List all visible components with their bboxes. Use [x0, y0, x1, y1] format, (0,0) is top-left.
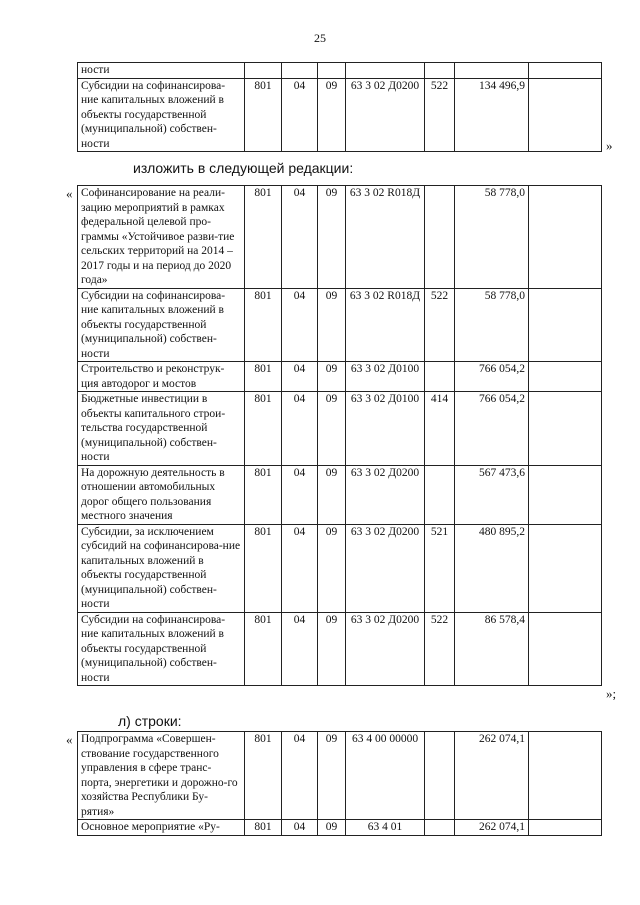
table-row — [78, 186, 602, 289]
opening-quote: « — [66, 186, 73, 201]
row-name: Субсидии на софинансирова-ние капитальных вложений в объекты государственной (муниципальной) собствен-ности — [78, 78, 245, 152]
ministry-code: 801 — [245, 820, 282, 836]
ministry-code: 801 — [245, 288, 282, 362]
amount: 58 778,0 — [455, 288, 529, 362]
budget-table-continuation — [77, 62, 602, 152]
ministry-code: 801 — [245, 392, 282, 466]
subsection-code: 09 — [318, 362, 346, 392]
amount: 262 074,1 — [455, 820, 529, 836]
amount: 480 895,2 — [455, 524, 529, 612]
expense-type-code: 414 — [425, 392, 455, 466]
amount: 86 578,4 — [455, 612, 529, 686]
amount: 134 496,9 — [455, 78, 529, 152]
ministry-code: 801 — [245, 362, 282, 392]
subsection-code: 09 — [318, 392, 346, 466]
section-code: 04 — [282, 392, 318, 466]
page-number: 25 — [314, 31, 326, 45]
target-article-code: 63 3 02 Д0200 — [346, 78, 425, 152]
subsection-code: 09 — [318, 465, 346, 524]
table-row — [78, 465, 602, 524]
target-article-code: 63 3 02 Д0200 — [346, 612, 425, 686]
row-name: На дорожную деятельность в отношении автомобильных дорог общего пользования местного значения — [78, 465, 245, 524]
table-row — [78, 524, 602, 612]
section-code: 04 — [282, 362, 318, 392]
section-heading-new-edition: изложить в следующей редакции: — [133, 160, 354, 176]
subsection-code — [318, 63, 346, 79]
empty-cell — [529, 78, 602, 152]
subsection-code: 09 — [318, 78, 346, 152]
table-row — [78, 392, 602, 466]
section-code: 04 — [282, 820, 318, 836]
amount: 262 074,1 — [455, 732, 529, 820]
closing-quote: » — [606, 138, 613, 153]
target-article-code: 63 3 02 Д0100 — [346, 392, 425, 466]
target-article-code: 63 3 02 Д0100 — [346, 362, 425, 392]
table-row — [78, 78, 602, 152]
target-article-code — [346, 63, 425, 79]
amount: 58 778,0 — [455, 186, 529, 289]
expense-type-code — [425, 186, 455, 289]
section-code: 04 — [282, 186, 318, 289]
target-article-code: 63 3 02 R018Д — [346, 186, 425, 289]
empty-cell — [529, 732, 602, 820]
expense-type-code: 522 — [425, 288, 455, 362]
amount: 567 473,6 — [455, 465, 529, 524]
subsection-code: 09 — [318, 820, 346, 836]
row-name: Бюджетные инвестиции в объекты капитального строи-тельства государственной (муниципальной) собствен-ности — [78, 392, 245, 466]
subsection-code: 09 — [318, 612, 346, 686]
section-code: 04 — [282, 465, 318, 524]
empty-cell — [529, 524, 602, 612]
expense-type-code — [425, 732, 455, 820]
amount — [455, 63, 529, 79]
row-name: Строительство и реконструк-ция автодорог и мостов — [78, 362, 245, 392]
expense-type-code — [425, 362, 455, 392]
section-code: 04 — [282, 612, 318, 686]
ministry-code: 801 — [245, 78, 282, 152]
target-article-code: 63 4 00 00000 — [346, 732, 425, 820]
expense-type-code: 522 — [425, 612, 455, 686]
table-row — [78, 732, 602, 820]
table-row — [78, 820, 602, 836]
expense-type-code — [425, 820, 455, 836]
expense-type-code — [425, 465, 455, 524]
ministry-code — [245, 63, 282, 79]
subsection-code: 09 — [318, 288, 346, 362]
row-name: Субсидии, за исключением субсидий на софинансирова-ние капитальных вложений в объекты государственной (муниципальной) собствен-ности — [78, 524, 245, 612]
target-article-code: 63 3 02 R018Д — [346, 288, 425, 362]
empty-cell — [529, 820, 602, 836]
ministry-code: 801 — [245, 186, 282, 289]
table-row — [78, 63, 602, 79]
table-row — [78, 362, 602, 392]
empty-cell — [529, 288, 602, 362]
row-name: ности — [78, 63, 245, 79]
budget-table-new-edition — [77, 185, 602, 686]
subsection-code: 09 — [318, 524, 346, 612]
amount: 766 054,2 — [455, 392, 529, 466]
target-article-code: 63 3 02 Д0200 — [346, 524, 425, 612]
ministry-code: 801 — [245, 612, 282, 686]
row-name: Субсидии на софинансирова-ние капитальных вложений в объекты государственной (муниципальной) собствен-ности — [78, 288, 245, 362]
empty-cell — [529, 392, 602, 466]
subsection-code: 09 — [318, 732, 346, 820]
row-name: Основное мероприятие «Ру- — [78, 820, 245, 836]
table-row — [78, 612, 602, 686]
empty-cell — [529, 465, 602, 524]
opening-quote: « — [66, 732, 73, 747]
budget-table-rows — [77, 731, 602, 836]
section-code — [282, 63, 318, 79]
ministry-code: 801 — [245, 465, 282, 524]
empty-cell — [529, 612, 602, 686]
row-name: Софинансирование на реали-зацию мероприятий в рамках федеральной целевой про-граммы «Устойчивое разви-тие сельских территорий на 2014 – 2017 годы и на период до 2020 года» — [78, 186, 245, 289]
expense-type-code: 522 — [425, 78, 455, 152]
expense-type-code: 521 — [425, 524, 455, 612]
empty-cell — [529, 186, 602, 289]
expense-type-code — [425, 63, 455, 79]
ministry-code: 801 — [245, 732, 282, 820]
row-name: Подпрограмма «Совершен-ствование государственного управления в сфере транс-порта, энергетики и дорожно-го хозяйства Республики Бу-рятия» — [78, 732, 245, 820]
amount: 766 054,2 — [455, 362, 529, 392]
target-article-code: 63 3 02 Д0200 — [346, 465, 425, 524]
subsection-code: 09 — [318, 186, 346, 289]
closing-quote-semicolon: »; — [606, 686, 617, 701]
table-row — [78, 288, 602, 362]
target-article-code: 63 4 01 — [346, 820, 425, 836]
row-name: Субсидии на софинансирова-ние капитальных вложений в объекты государственной (муниципальной) собствен-ности — [78, 612, 245, 686]
section-code: 04 — [282, 524, 318, 612]
section-code: 04 — [282, 288, 318, 362]
empty-cell — [529, 362, 602, 392]
section-code: 04 — [282, 732, 318, 820]
ministry-code: 801 — [245, 524, 282, 612]
section-heading-rows: л) строки: — [118, 713, 182, 729]
section-code: 04 — [282, 78, 318, 152]
empty-cell — [529, 63, 602, 79]
